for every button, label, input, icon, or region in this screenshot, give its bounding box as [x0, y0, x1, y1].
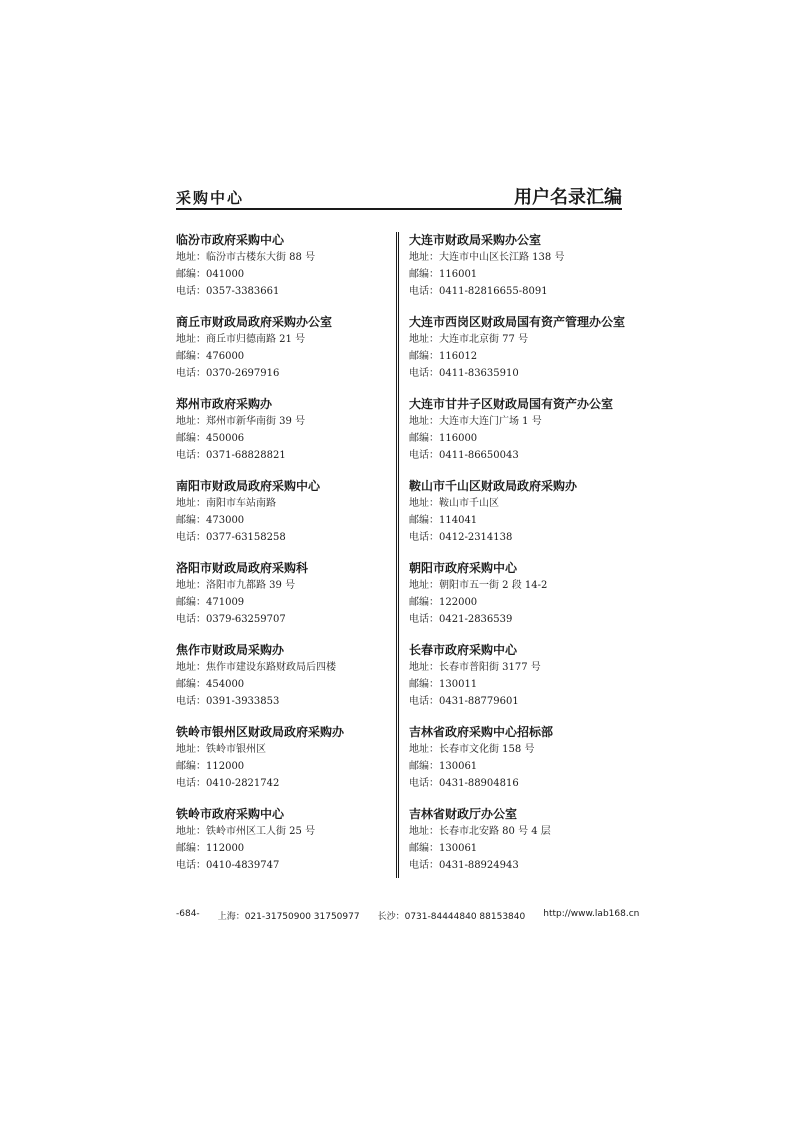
- directory-entry: [176, 642, 386, 724]
- entry-postcode: 邮编：116001: [409, 269, 478, 280]
- directory-entry: [176, 806, 386, 888]
- entry-phone: 电话：0421-2836539: [409, 614, 513, 625]
- entry-phone: 电话：0431-88924943: [409, 860, 519, 871]
- directory-entry: [409, 478, 619, 560]
- entry-phone: 电话：0391-3933853: [176, 696, 280, 707]
- right-column: [409, 232, 626, 888]
- entry-name: 商丘市财政局政府采购办公室: [176, 315, 333, 329]
- entry-name: 洛阳市财政局政府采购科: [176, 561, 309, 575]
- left-column: [176, 232, 386, 888]
- entry-postcode: 邮编：130061: [409, 761, 478, 772]
- entry-postcode: 邮编：112000: [176, 761, 245, 772]
- entry-name: 鞍山市千山区财政局政府采购办: [409, 479, 578, 493]
- entry-name: 铁岭市政府采购中心: [176, 807, 285, 821]
- entry-address: 地址：朝阳市五一街 2 段 14-2: [409, 580, 548, 591]
- entry-phone: 电话：0411-83635910: [409, 368, 519, 379]
- entry-phone: 电话：0371-68828821: [176, 450, 286, 461]
- entry-phone: 电话：0379-63259707: [176, 614, 286, 625]
- entry-phone: 电话：0370-2697916: [176, 368, 280, 379]
- directory-entry: [176, 560, 386, 642]
- entry-address: 地址：长春市北安路 80 号 4 层: [409, 826, 551, 837]
- document-title: 用户名录汇编: [514, 187, 622, 208]
- directory-entry: [176, 724, 386, 806]
- footer-website-link[interactable]: http://www.lab168.cn: [543, 909, 640, 919]
- entry-name: 大连市财政局采购办公室: [409, 233, 542, 247]
- directory-entry: [409, 724, 619, 806]
- entry-name: 临汾市政府采购中心: [176, 233, 285, 247]
- entry-address: 地址：郑州市新华南街 39 号: [176, 416, 306, 427]
- entry-name: 焦作市财政局采购办: [176, 643, 285, 657]
- directory-entry: [176, 396, 386, 478]
- entry-postcode: 邮编：114041: [409, 515, 478, 526]
- entry-address: 地址：铁岭市银州区: [176, 744, 266, 755]
- directory-entry: [409, 806, 619, 888]
- page-number: -684-: [176, 909, 200, 919]
- header-rule: [176, 208, 622, 210]
- page-footer: [176, 909, 640, 922]
- entry-postcode: 邮编：473000: [176, 515, 245, 526]
- entry-postcode: 邮编：041000: [176, 269, 245, 280]
- entry-phone: 电话：0431-88904816: [409, 778, 519, 789]
- entry-name: 大连市甘井子区财政局国有资产办公室: [409, 397, 614, 411]
- directory-entry: [409, 642, 619, 724]
- entry-postcode: 邮编：454000: [176, 679, 245, 690]
- entry-address: 地址：临汾市古楼东大街 88 号: [176, 252, 316, 263]
- entry-postcode: 邮编：476000: [176, 351, 245, 362]
- entry-address: 地址：长春市文化街 158 号: [409, 744, 535, 755]
- entry-address: 地址：大连市北京街 77 号: [409, 334, 529, 345]
- entry-address: 地址：南阳市车站南路: [176, 498, 276, 509]
- directory-entry: [176, 478, 386, 560]
- entry-name: 郑州市政府采购办: [176, 397, 273, 411]
- entry-postcode: 邮编：130011: [409, 679, 478, 690]
- entry-phone: 电话：0431-88779601: [409, 696, 519, 707]
- entry-postcode: 邮编：130061: [409, 843, 478, 854]
- column-divider: [396, 232, 399, 878]
- entry-address: 地址：大连市大连门广场 1 号: [409, 416, 542, 427]
- entry-name: 大连市西岗区财政局国有资产管理办公室: [409, 315, 626, 329]
- entry-name: 南阳市财政局政府采购中心: [176, 479, 321, 493]
- directory-entry: [409, 396, 619, 478]
- entry-address: 地址：铁岭市州区工人街 25 号: [176, 826, 316, 837]
- footer-changsha-phone: 长沙：0731-84444840 88153840: [377, 912, 526, 922]
- entry-phone: 电话：0357-3383661: [176, 286, 280, 297]
- entry-postcode: 邮编：116012: [409, 351, 478, 362]
- entry-name: 铁岭市银州区财政局政府采购办: [176, 725, 345, 739]
- entry-phone: 电话：0377-63158258: [176, 532, 286, 543]
- directory-entry: [176, 232, 386, 314]
- entry-postcode: 邮编：122000: [409, 597, 478, 608]
- section-title: 采购中心: [176, 189, 245, 207]
- entry-address: 地址：商丘市归德南路 21 号: [176, 334, 306, 345]
- entry-phone: 电话：0410-2821742: [176, 778, 280, 789]
- directory-entry: [409, 560, 619, 642]
- entry-phone: 电话：0410-4839747: [176, 860, 280, 871]
- entry-address: 地址：大连市中山区长江路 138 号: [409, 252, 565, 263]
- entry-name: 长春市政府采购中心: [409, 643, 518, 657]
- directory-entry: [409, 232, 619, 314]
- entry-phone: 电话：0412-2314138: [409, 532, 513, 543]
- entry-postcode: 邮编：450006: [176, 433, 245, 444]
- entry-address: 地址：长春市普阳街 3177 号: [409, 662, 541, 673]
- directory-entry: [176, 314, 386, 396]
- entry-postcode: 邮编：116000: [409, 433, 478, 444]
- entry-postcode: 邮编：471009: [176, 597, 245, 608]
- directory-entry: [409, 314, 626, 396]
- entry-name: 吉林省财政厅办公室: [409, 807, 518, 821]
- entry-address: 地址：焦作市建设东路财政局后四楼: [176, 662, 336, 673]
- entry-name: 吉林省政府采购中心招标部: [409, 725, 554, 739]
- footer-shanghai-phone: 上海：021-31750900 31750977: [217, 912, 360, 922]
- entry-name: 朝阳市政府采购中心: [409, 561, 518, 575]
- entry-phone: 电话：0411-82816655-8091: [409, 286, 548, 297]
- entry-phone: 电话：0411-86650043: [409, 450, 519, 461]
- entry-postcode: 邮编：112000: [176, 843, 245, 854]
- entry-address: 地址：洛阳市九都路 39 号: [176, 580, 296, 591]
- entry-address: 地址：鞍山市千山区: [409, 498, 499, 509]
